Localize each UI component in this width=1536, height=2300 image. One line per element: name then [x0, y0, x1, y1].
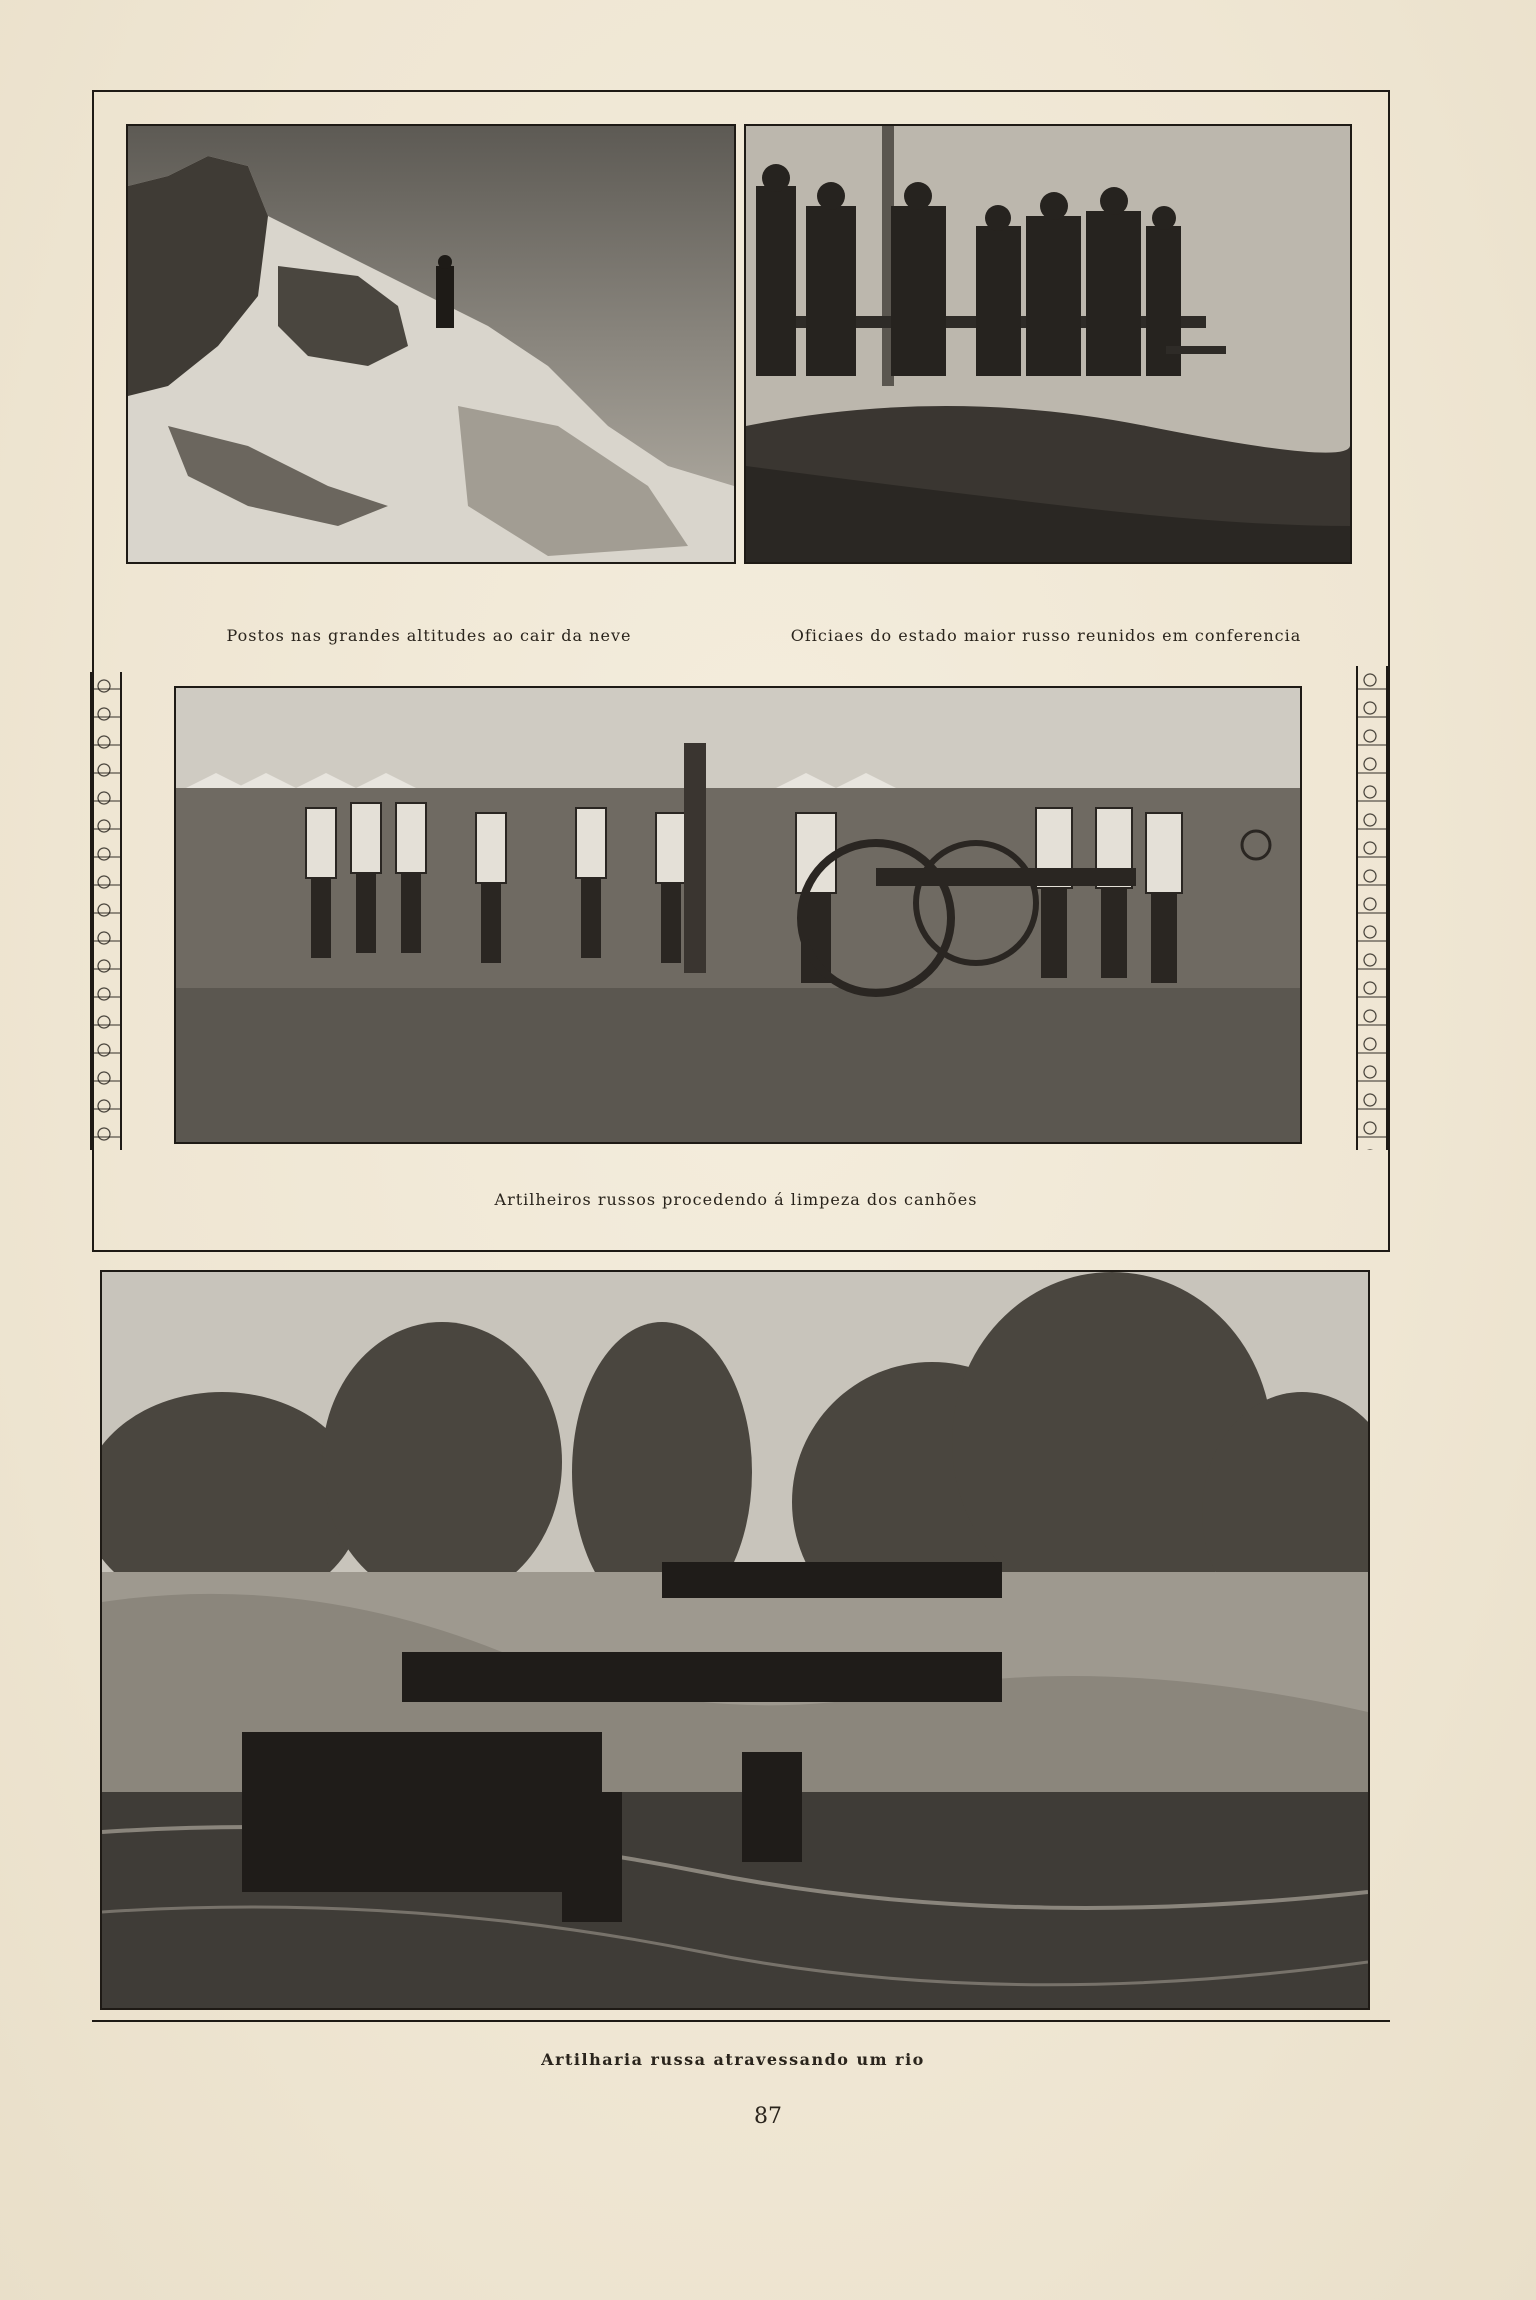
page-number: 87: [754, 2104, 782, 2129]
officers-conference-illustration: [746, 126, 1350, 562]
photo-artillery-river-crossing: [100, 1270, 1370, 2010]
caption-artillery-river-crossing: Artilharia russa atravessando um rio: [541, 2050, 925, 2069]
caption-officers-conference: Oficiaes do estado maior russo reunidos em conferencia: [790, 626, 1302, 645]
artillery-cleaning-illustration: [176, 688, 1300, 1142]
right-ornament: [1356, 666, 1388, 1150]
photo-officers-conference: [744, 124, 1352, 564]
caption-snow-mountain-post: Postos nas grandes altitudes ao cair da neve: [226, 626, 632, 645]
left-ornament: [90, 672, 122, 1150]
river-crossing-illustration: [102, 1272, 1368, 2008]
caption-artillery-cleaning: Artilheiros russos procedendo á limpeza dos canhões: [494, 1190, 978, 1209]
frame-bottom-rule: [92, 2020, 1390, 2022]
snow-mountain-illustration: [128, 126, 734, 562]
photo-snow-mountain-post: [126, 124, 736, 564]
frame-right-rule: [1388, 90, 1390, 1250]
frame-mid-rule: [92, 1250, 1390, 1252]
frame-top-rule: [92, 90, 1390, 92]
photo-artillery-cleaning: [174, 686, 1302, 1144]
